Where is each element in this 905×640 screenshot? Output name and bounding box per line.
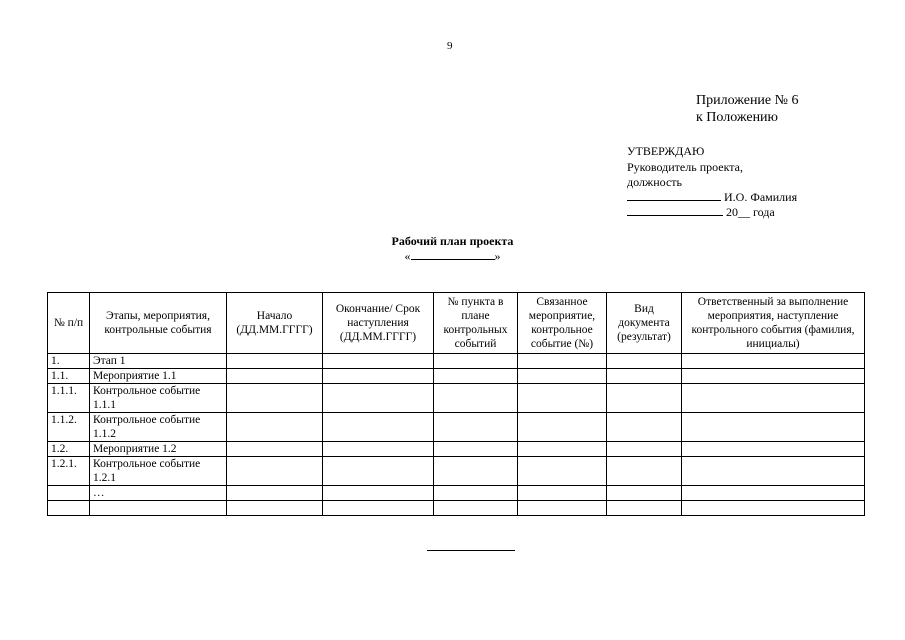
signature-name: И.О. Фамилия: [724, 190, 798, 204]
row-name: [90, 501, 227, 516]
date-blank: [627, 215, 723, 216]
empty-cell: [518, 354, 607, 369]
appendix-subtitle: к Положению: [696, 110, 779, 125]
plan-table: [47, 292, 865, 516]
empty-cell: [323, 354, 434, 369]
row-name: Контрольное событие 1.2.1: [90, 457, 227, 486]
empty-cell: [227, 457, 323, 486]
table-row: [48, 486, 865, 501]
empty-cell: [434, 354, 518, 369]
empty-cell: [607, 442, 682, 457]
empty-cell: [227, 354, 323, 369]
empty-cell: [434, 369, 518, 384]
col-header-num: № п/п: [48, 293, 90, 354]
empty-cell: [607, 384, 682, 413]
row-name: Мероприятие 1.2: [90, 442, 227, 457]
empty-cell: [434, 442, 518, 457]
page-number: 9: [447, 40, 453, 52]
col-header-document: Вид документа (результат): [607, 293, 682, 354]
table-row: [48, 442, 865, 457]
col-header-stages: Этапы, мероприятия, контрольные события: [90, 293, 227, 354]
table-row: [48, 369, 865, 384]
plan-name-blank: [411, 249, 495, 260]
empty-cell: [227, 369, 323, 384]
col-header-start: Начало (ДД.ММ.ГГГГ): [227, 293, 323, 354]
empty-cell: [682, 413, 865, 442]
empty-cell: [434, 457, 518, 486]
empty-cell: [518, 486, 607, 501]
footer-rule: [427, 550, 515, 551]
empty-cell: [518, 369, 607, 384]
empty-cell: [323, 442, 434, 457]
empty-cell: [682, 501, 865, 516]
row-name: Контрольное событие 1.1.2: [90, 413, 227, 442]
empty-cell: [227, 501, 323, 516]
empty-cell: [682, 369, 865, 384]
col-header-responsible: Ответственный за выполнение мероприятия, наступление контрольного события (фамилия, инициалы): [682, 293, 865, 354]
approval-position: должность: [627, 175, 682, 189]
signature-blank: [627, 200, 721, 201]
empty-cell: [518, 384, 607, 413]
table-row: [48, 354, 865, 369]
col-header-related: Связанное мероприятие, контрольное событие (№): [518, 293, 607, 354]
table-row: [48, 457, 865, 486]
empty-cell: [227, 486, 323, 501]
empty-cell: [323, 384, 434, 413]
row-num: 1.1.: [48, 369, 90, 384]
empty-cell: [227, 413, 323, 442]
empty-cell: [607, 354, 682, 369]
empty-cell: [434, 486, 518, 501]
empty-cell: [434, 413, 518, 442]
empty-cell: [323, 457, 434, 486]
row-num: 1.1.2.: [48, 413, 90, 442]
empty-cell: [518, 457, 607, 486]
approval-role: Руководитель проекта,: [627, 160, 743, 174]
close-quote: »: [494, 249, 501, 263]
appendix-title: Приложение № 6: [696, 93, 799, 108]
empty-cell: [518, 501, 607, 516]
table-row: [48, 501, 865, 516]
approval-signature-line: [627, 190, 797, 204]
approval-heading: УТВЕРЖДАЮ: [627, 144, 705, 158]
col-header-end: Окончание/ Срок наступления (ДД.ММ.ГГГГ): [323, 293, 434, 354]
table-header-row: [48, 293, 865, 354]
empty-cell: [607, 457, 682, 486]
empty-cell: [323, 413, 434, 442]
approval-date-text: 20__ года: [726, 205, 775, 219]
row-num: [48, 486, 90, 501]
open-quote: «: [404, 249, 411, 263]
plan-name-line: [0, 249, 905, 264]
empty-cell: [323, 486, 434, 501]
plan-title: Рабочий план проекта: [391, 234, 514, 248]
row-num: 1.2.: [48, 442, 90, 457]
empty-cell: [607, 501, 682, 516]
empty-cell: [682, 384, 865, 413]
table-row: [48, 413, 865, 442]
row-name: Мероприятие 1.1: [90, 369, 227, 384]
empty-cell: [434, 384, 518, 413]
table-row: [48, 384, 865, 413]
empty-cell: [682, 442, 865, 457]
approval-date-line: [627, 205, 775, 219]
empty-cell: [518, 442, 607, 457]
empty-cell: [227, 442, 323, 457]
row-name: …: [90, 486, 227, 501]
row-num: 1.2.1.: [48, 457, 90, 486]
empty-cell: [518, 413, 607, 442]
empty-cell: [323, 369, 434, 384]
empty-cell: [607, 369, 682, 384]
empty-cell: [607, 486, 682, 501]
row-name: Этап 1: [90, 354, 227, 369]
empty-cell: [607, 413, 682, 442]
empty-cell: [323, 501, 434, 516]
empty-cell: [227, 384, 323, 413]
row-num: 1.1.1.: [48, 384, 90, 413]
col-header-plan-item: № пункта в плане контрольных событий: [434, 293, 518, 354]
row-name: Контрольное событие 1.1.1: [90, 384, 227, 413]
empty-cell: [682, 486, 865, 501]
empty-cell: [682, 354, 865, 369]
row-num: 1.: [48, 354, 90, 369]
empty-cell: [434, 501, 518, 516]
empty-cell: [682, 457, 865, 486]
row-num: [48, 501, 90, 516]
